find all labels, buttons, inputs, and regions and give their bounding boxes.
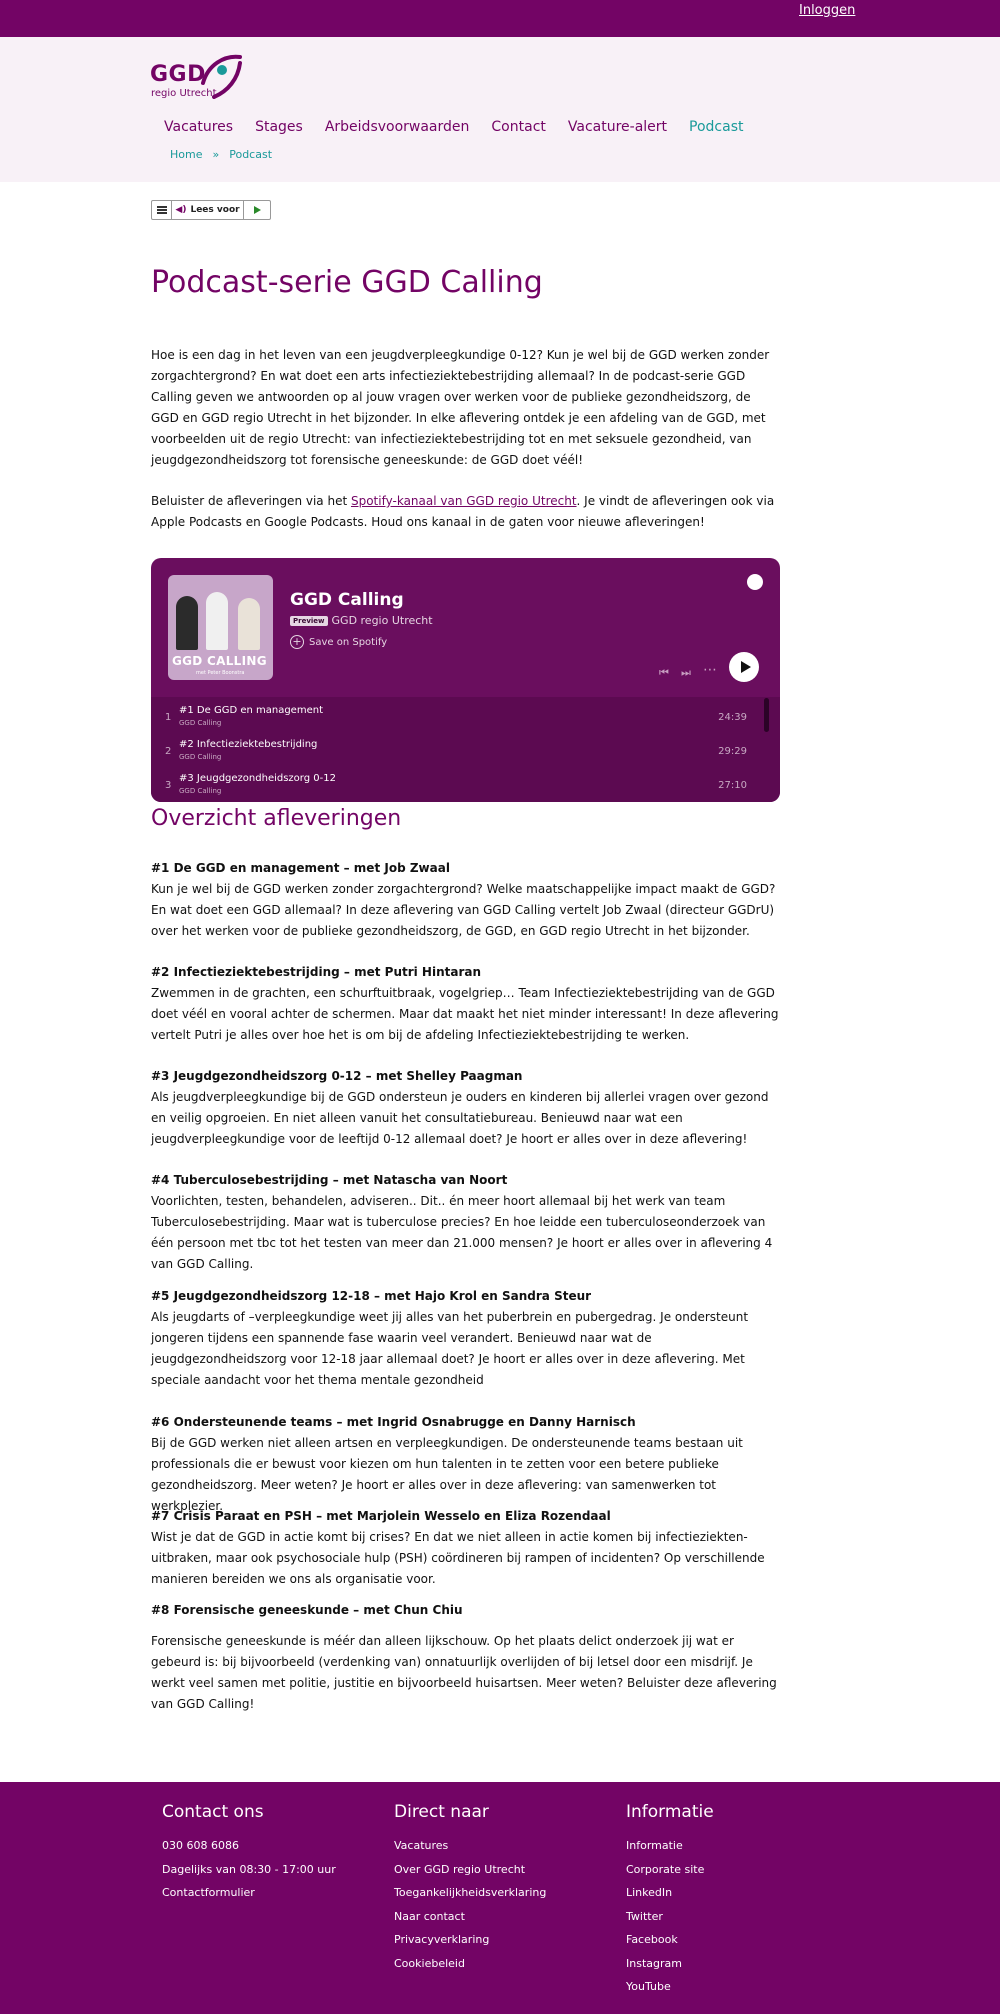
readspeaker-label: Lees voor — [190, 205, 240, 215]
footer-contact-title: Contact ons — [162, 1802, 264, 1822]
track-title: #1 De GGD en management — [179, 705, 323, 716]
footer-direct — [394, 1802, 546, 1975]
footer-link-cookies[interactable]: Cookiebeleid — [394, 1956, 465, 1970]
footer-link-facebook[interactable]: Facebook — [626, 1933, 678, 1946]
episode-title: #8 Forensische geneeskunde – met Chun Chiu — [151, 1603, 463, 1617]
nav-podcast[interactable]: Podcast — [689, 119, 744, 135]
footer-direct-title: Direct naar — [394, 1802, 489, 1822]
readspeaker-listen-button[interactable] — [172, 201, 244, 219]
more-options-icon[interactable]: ⋯ — [703, 662, 717, 678]
footer-contact — [162, 1802, 336, 1905]
main-nav — [164, 119, 766, 135]
track-number: 1 — [165, 712, 172, 723]
intro-text — [151, 345, 781, 471]
breadcrumb-separator: » — [212, 148, 220, 161]
episode-title: #3 Jeugdgezondheidszorg 0-12 – met Shelley Paagman — [151, 1069, 523, 1083]
podcast-author[interactable]: GGD regio Utrecht — [331, 614, 433, 627]
footer-link-privacy[interactable]: Privacyverklaring — [394, 1933, 490, 1946]
track-item[interactable] — [151, 734, 751, 768]
episode-title: #6 Ondersteunende teams – met Ingrid Osnabrugge en Danny Harnisch — [151, 1415, 636, 1429]
footer-link-toegankelijkheid[interactable]: Toegankelijkheidsverklaring — [394, 1886, 547, 1899]
track-duration: 29:29 — [718, 746, 747, 757]
menu-icon — [157, 206, 167, 214]
nav-arbeidsvoorwaarden[interactable]: Arbeidsvoorwaarden — [324, 119, 470, 135]
nav-vacature-alert[interactable]: Vacature-alert — [567, 119, 668, 135]
track-artist: GGD Calling — [179, 787, 222, 795]
footer-link-informatie[interactable]: Informatie — [626, 1839, 683, 1852]
podcast-meta — [290, 614, 433, 627]
preview-badge: Preview — [290, 616, 328, 626]
listen-before: Beluister de afleveringen via het — [151, 494, 351, 508]
episode-description: Voorlichten, testen, behandelen, adviseren.. Dit.. én meer hoort allemaal bij het werk van team Tuberculosebestrijding. Maar wat is tuberculose precies? En hoe leidde een tuberculoseonderzoek van één persoon met tbc tot het testen van meer dan 21.000 mensen? Je hoort er alles over in aflevering 4 van GGD Calling. — [151, 1194, 773, 1271]
episode-description: Als jeugdarts of –verpleegkundige weet jij alles van het puberbrein en pubergedrag. Je ondersteunt jongeren tijdens een spannende fase waarin veel verandert. Benieuwd naar wat de jeugdgezondheidszorg voor 12-18 jaar allemaal doet? Je hoort er alles over in deze aflevering. Met speciale aandacht voor het thema mentale gezondheid — [151, 1310, 749, 1387]
episode-3 — [151, 1066, 781, 1150]
footer-info — [626, 1802, 714, 1999]
plus-circle-icon: + — [290, 635, 304, 649]
episode-5 — [151, 1286, 781, 1391]
episode-title: #5 Jeugdgezondheidszorg 12-18 – met Hajo Krol en Sandra Steur — [151, 1289, 592, 1303]
cover-person — [238, 598, 260, 650]
podcast-title[interactable]: GGD Calling — [290, 590, 404, 610]
episode-description: Forensische geneeskunde is méér dan alleen lijkschouw. Op het plaats delict onderzoek jij wat er gebeurd is: bij bijvoorbeeld (verdenking van) onnatuurlijk overlijden of bij letsel door een misdrijf. Je werkt veel samen met politie, justitie en bijvoorbeeld huisartsen. Meer weten? Beluister deze aflevering van GGD Calling! — [151, 1634, 777, 1711]
track-title: #2 Infectieziektebestrijding — [179, 739, 318, 750]
intro-paragraph: Hoe is een dag in het leven van een jeugdverpleegkundige 0-12? Kun je wel bij de GGD werken zonder zorgachtergrond? En wat doet een arts infectieziektebestrijding allemaal? In de podcast-serie GGD Calling geven we antwoorden op al jouw vragen over werken voor de publieke gezondheidszorg, de GGD en GGD regio Utrecht in het bijzonder. In elke aflevering ontdek je een afdeling van de GGD, met voorbeelden uit de regio Utrecht: van infectieziektebestrijding tot en met seksuele gezondheid, van jeugdgezondheidszorg tot forensische geneeskunde: de GGD doet véél! — [151, 348, 770, 467]
track-duration: 27:10 — [718, 780, 747, 791]
episode-2 — [151, 962, 781, 1046]
track-title: #3 Jeugdgezondheidszorg 0-12 — [179, 773, 336, 784]
readspeaker-menu-button[interactable] — [152, 201, 172, 219]
cover-person — [176, 596, 198, 650]
footer-link-linkedin[interactable]: LinkedIn — [626, 1886, 673, 1899]
cover-person — [206, 592, 228, 650]
listen-paragraph — [151, 491, 781, 533]
page-title: Podcast-serie GGD Calling — [151, 265, 543, 300]
cover-subtitle: met Peter Boonstra — [196, 670, 245, 676]
footer-link-instagram[interactable]: Instagram — [626, 1956, 682, 1970]
readspeaker-bar — [151, 200, 271, 220]
nav-contact[interactable]: Contact — [491, 119, 546, 135]
nav-vacatures[interactable]: Vacatures — [164, 119, 234, 135]
breadcrumb-current[interactable]: Podcast — [229, 148, 273, 161]
episode-description: Kun je wel bij de GGD werken zonder zorgachtergrond? Welke maatschappelijke impact maakt de GGD? En wat doet een GGD allemaal? In deze aflevering van GGD Calling vertelt Job Zwaal (directeur GGDrU) over het werken voor de publieke gezondheidszorg, de GGD, en GGD regio Utrecht in het bijzonder. — [151, 882, 776, 938]
site-header — [0, 37, 1000, 182]
listen-after: . Je vindt de afleveringen ook via Apple Podcasts en Google Podcasts. Houd ons kanaal in de gaten voor nieuwe afleveringen! — [151, 494, 775, 529]
track-list — [151, 697, 780, 802]
episode-title: #4 Tuberculosebestrijding – met Natascha van Noort — [151, 1173, 508, 1187]
logo-swoosh-icon — [200, 53, 245, 99]
footer-hours: Dagelijks van 08:30 - 17:00 uur — [162, 1862, 336, 1876]
login-link[interactable]: Inloggen — [799, 3, 856, 18]
track-duration: 24:39 — [718, 712, 747, 723]
nav-stages[interactable]: Stages — [255, 119, 303, 135]
overview-title: Overzicht afleveringen — [151, 806, 402, 831]
previous-track-icon[interactable]: ⏮ — [659, 666, 669, 679]
logo-subtext: regio Utrecht — [151, 88, 217, 99]
footer-link-contact[interactable]: Naar contact — [394, 1909, 465, 1923]
track-number: 2 — [165, 746, 172, 757]
footer-phone[interactable]: 030 608 6086 — [162, 1839, 239, 1852]
footer-link-corporate[interactable]: Corporate site — [626, 1862, 705, 1876]
next-track-icon[interactable]: ⏭ — [681, 666, 691, 679]
track-number: 3 — [165, 780, 172, 791]
play-button[interactable] — [729, 652, 759, 682]
podcast-cover — [168, 575, 273, 680]
cover-title: GGD CALLING — [172, 654, 267, 668]
episode-title: #7 Crisis Paraat en PSH – met Marjolein Wesselo en Eliza Rozendaal — [151, 1509, 611, 1523]
episode-8 — [151, 1600, 781, 1715]
speaker-icon: ◀) — [175, 205, 187, 215]
spotify-logo-icon[interactable] — [747, 574, 763, 590]
track-item[interactable] — [151, 768, 751, 802]
spotify-channel-link[interactable]: Spotify-kanaal van GGD regio Utrecht — [350, 494, 577, 508]
listen-text — [151, 491, 781, 533]
footer-contactform-link[interactable]: Contactformulier — [162, 1886, 255, 1899]
track-item[interactable] — [151, 700, 751, 734]
track-list-scrollbar[interactable] — [764, 698, 769, 732]
save-label: Save on Spotify — [309, 636, 388, 648]
track-artist: GGD Calling — [179, 753, 222, 761]
play-icon — [254, 206, 261, 214]
breadcrumb — [170, 148, 272, 161]
site-footer — [0, 1782, 1000, 2014]
footer-link-youtube[interactable]: YouTube — [626, 1980, 671, 1993]
episode-1 — [151, 858, 781, 942]
breadcrumb-home[interactable]: Home — [170, 148, 203, 161]
episode-description: Bij de GGD werken niet alleen artsen en verpleegkundigen. De ondersteunende teams bestaan uit professionals die er bewust voor kiezen om hun talenten in te zetten voor een betere publieke gezondheidszorg. Meer weten? Je hoort er alles over in deze aflevering: van samenwerken tot werkplezier. — [151, 1436, 743, 1513]
spotify-player — [151, 558, 780, 802]
logo-text: GGD — [150, 62, 206, 87]
episode-4 — [151, 1170, 781, 1275]
top-bar — [0, 0, 1000, 37]
ggd-logo[interactable] — [150, 53, 250, 101]
footer-link-over[interactable]: Over GGD regio Utrecht — [394, 1862, 526, 1876]
save-on-spotify-button[interactable] — [290, 635, 387, 649]
footer-info-title: Informatie — [626, 1802, 714, 1822]
readspeaker-play-button[interactable] — [244, 201, 270, 219]
track-artist: GGD Calling — [179, 719, 222, 727]
episode-title: #2 Infectieziektebestrijding – met Putri Hintaran — [151, 965, 482, 979]
episode-7 — [151, 1506, 781, 1590]
episode-description: Als jeugdverpleegkundige bij de GGD ondersteun je ouders en kinderen bij allerlei vragen over gezond en veilig opgroeien. En niet alleen vanuit het consultatiebureau. Benieuwd naar wat een jeugdverpleegkundige voor de leeftijd 0-12 allemaal doet? Je hoort er alles over in deze aflevering! — [151, 1090, 769, 1146]
episode-title: #1 De GGD en management – met Job Zwaal — [151, 861, 450, 875]
episode-description: Wist je dat de GGD in actie komt bij crises? En dat we niet alleen in actie komen bij infectieziekten-uitbraken, maar ook psychosociale hulp (PSH) coördineren bij rampen of incidenten? Op verschillende manieren bereiden we ons als organisatie voor. — [151, 1530, 765, 1586]
episode-description: Zwemmen in de grachten, een schurftuitbraak, vogelgriep… Team Infectieziektebestrijding van de GGD doet véél en vooral achter de schermen. Maar dat maakt het niet minder interessant! In deze aflevering vertelt Putri je alles over hoe het is om bij de afdeling Infectieziektebestrijding te werken. — [151, 986, 779, 1042]
footer-link-twitter[interactable]: Twitter — [626, 1909, 663, 1923]
footer-link-vacatures[interactable]: Vacatures — [394, 1839, 449, 1852]
episode-6 — [151, 1412, 781, 1517]
